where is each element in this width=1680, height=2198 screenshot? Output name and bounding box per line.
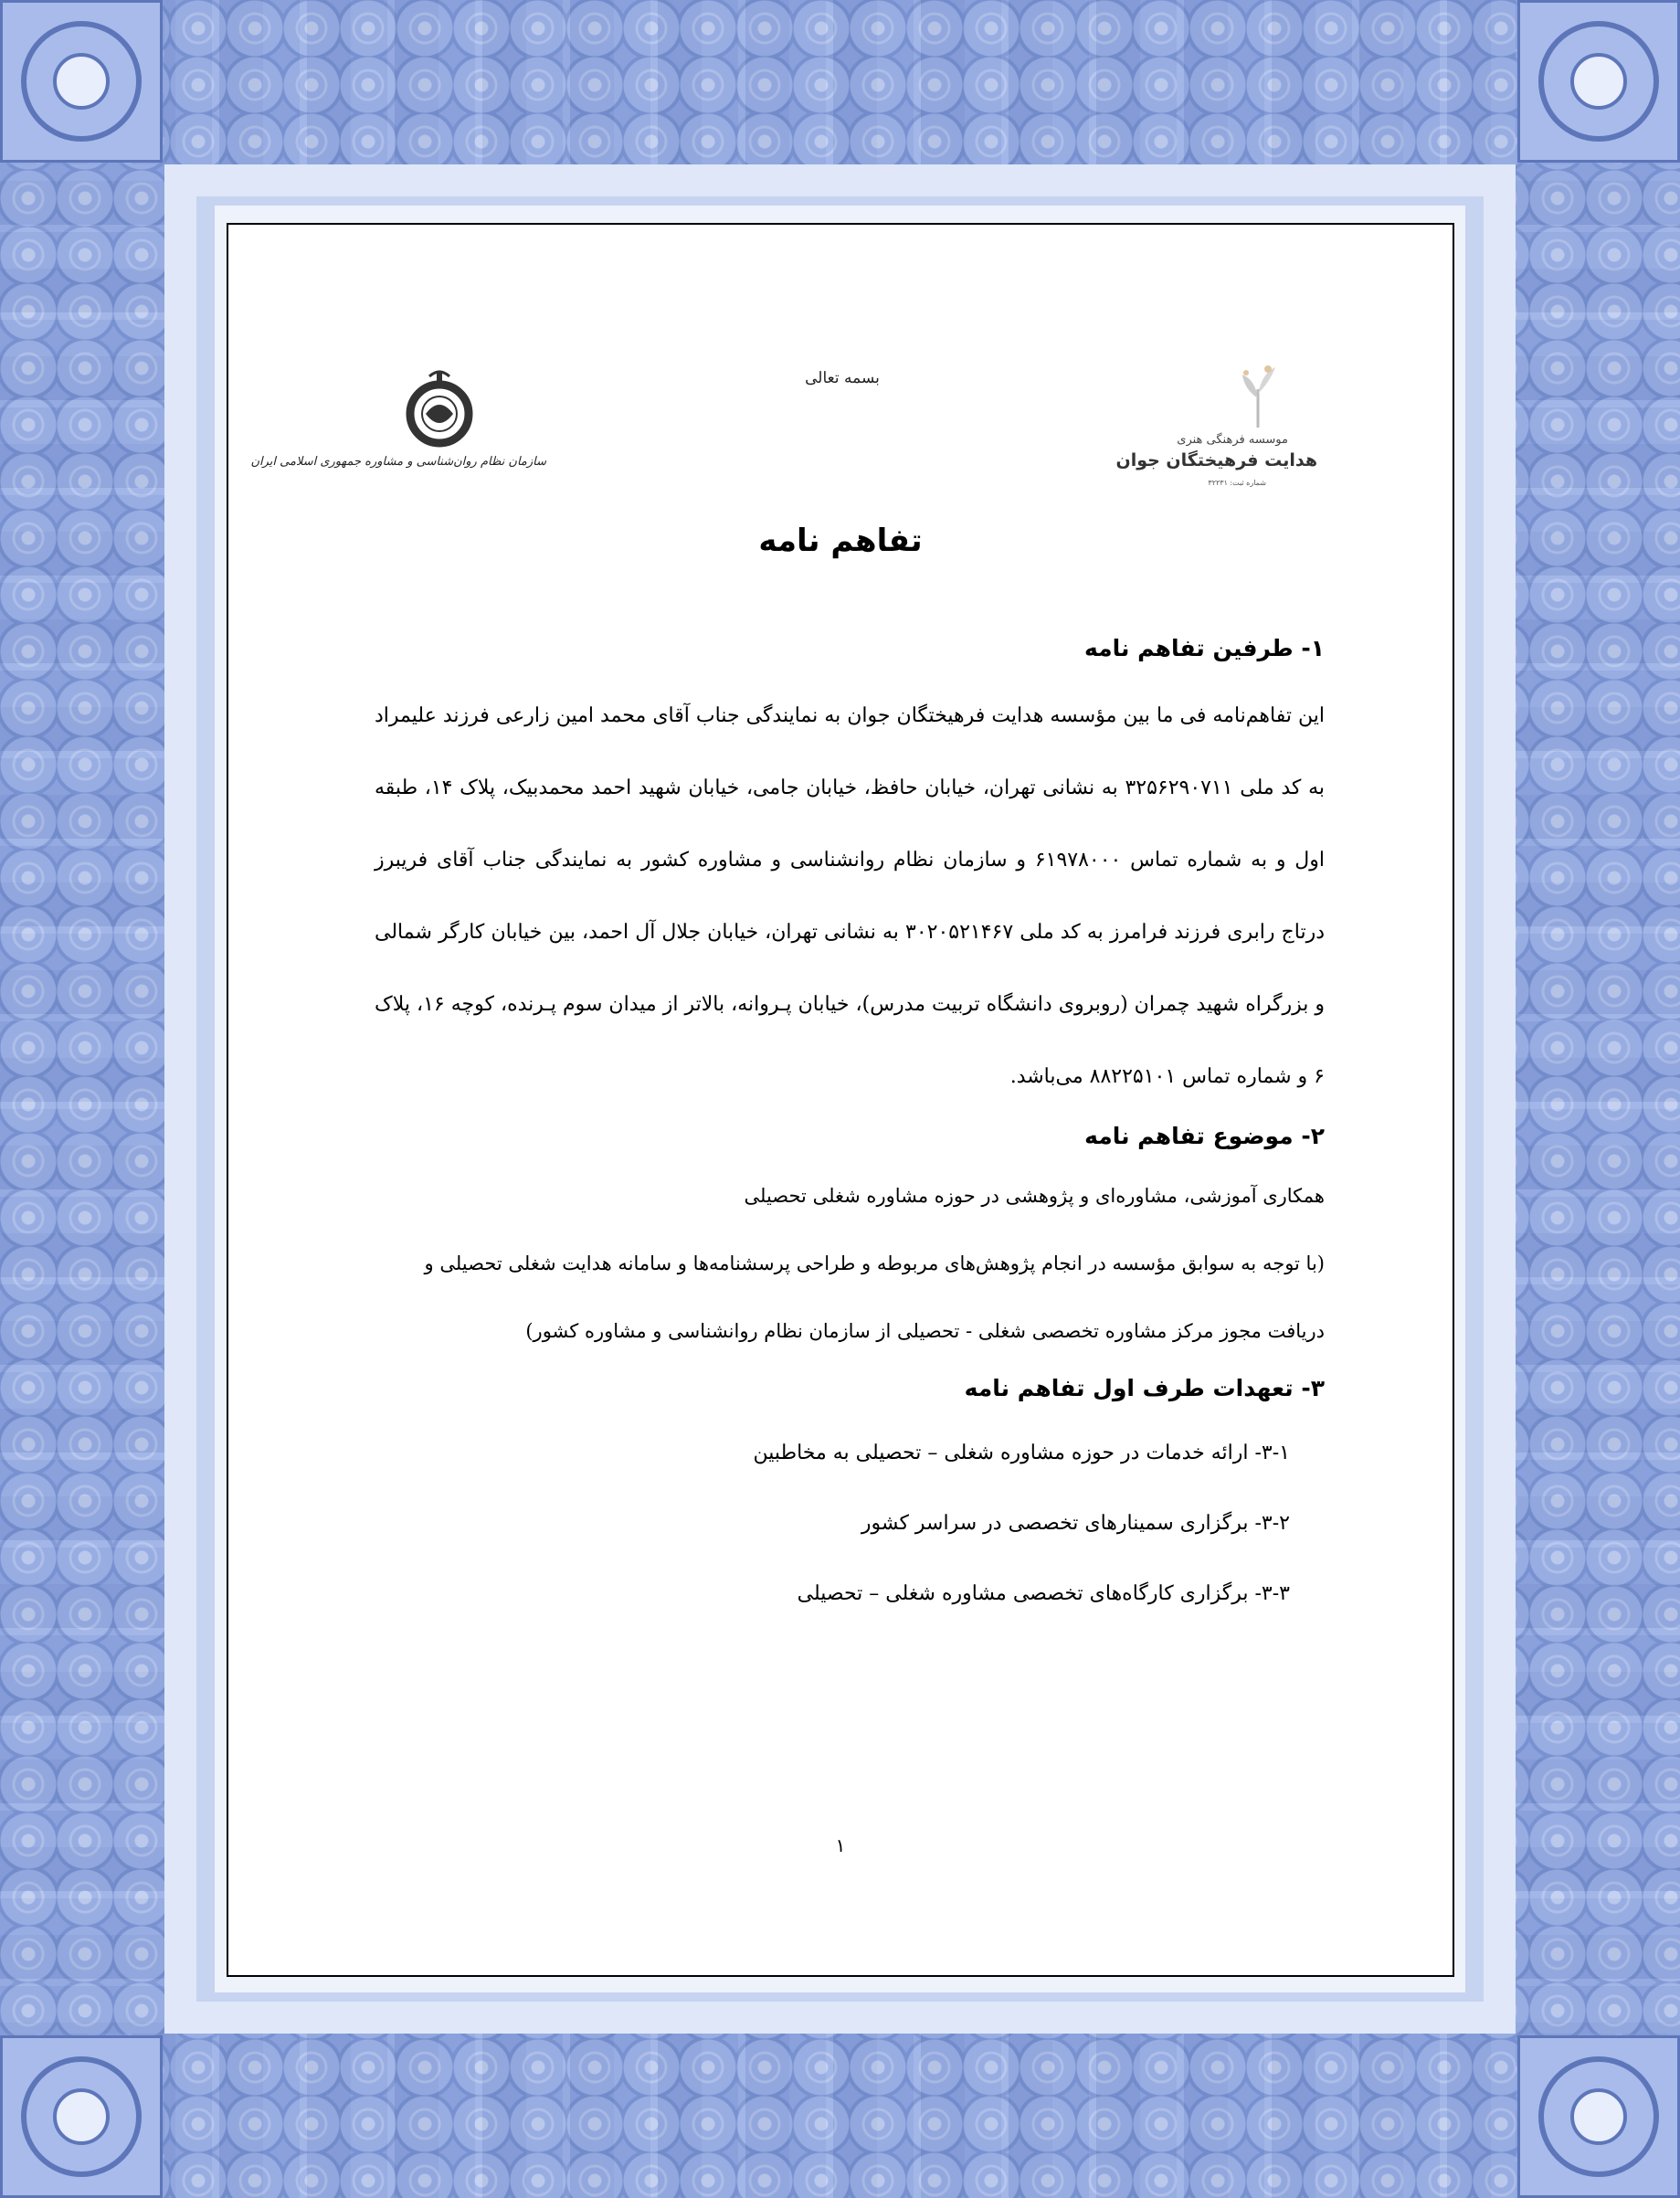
section-2-heading: ۲- موضوع تفاهم نامه (1084, 1123, 1325, 1149)
list-item: ۳-۲- برگزاری سمینارهای تخصصی در سراسر کشور (861, 1512, 1290, 1535)
corner-ornament-bottom-right (1517, 2035, 1680, 2198)
emblem-icon (389, 364, 490, 455)
document-page (227, 223, 1454, 1977)
list-item: ۳-۳- برگزاری کارگاه‌های تخصصی مشاوره شغلی – تحصیلی (797, 1582, 1290, 1605)
section-1-body: این تفاهم‌نامه فی ما بین مؤسسه هدایت فرهیختگان جوان به نمایندگی جناب آقای محمد امین زارعی فرزند علیمراد به کد ملی ۳۲۵۶۲۹۰۷۱۱ به نشانی تهران، خیابان حافظ، خیابان جامی، خیابان شهید احمد محمدبیک، پلاک ۱۴، طبقه اول و به شماره تماس ۶۱۹۷۸۰۰۰ و سازمان نظام روانشناسی و مشاوره کشور به نمایندگی جناب آقای فریبرز درتاج رابری فرزند فرامرز به کد ملی ۳۰۲۰۵۲۱۴۶۷ به نشانی تهران، خیابان جلال آل احمد، بین خیابان کارگر شمالی و بزرگراه شهید چمران (روبروی دانشگاه تربیت مدرس)، خیابان پـروانه، بالاتر از میدان سوم پـرنده، کوچه ۱۶، پلاک ۶ و شماره تماس ۸۸۲۲۵۱۰۱ می‌باشد. (375, 704, 1326, 1088)
psychology-organization-logo (250, 364, 546, 491)
hedayat-institute-logo (1115, 362, 1343, 499)
section-3-list (375, 1418, 1325, 1629)
section-1-heading: ۱- طرفین تفاهم نامه (1083, 635, 1325, 661)
section-2-line-1: همکاری آموزشی، مشاوره‌ای و پژوهشی در حوزه مشاوره شغلی تحصیلی (744, 1185, 1325, 1207)
page-number: ۱ (835, 1834, 846, 1856)
sprout-icon (1235, 362, 1281, 430)
bismillah-text: بسمه تعالی (805, 369, 880, 387)
section-3-heading: ۳- تعهدات طرف اول تفاهم نامه (964, 1375, 1325, 1401)
corner-ornament-top-right (1517, 0, 1680, 163)
section-2-line-2: (با توجه به سوابق مؤسسه در انجام پژوهش‌های مربوطه و طراحی پرسشنامه‌ها و سامانه هدایت شغلی تحصیلی و دریافت مجوز مرکز مشاوره تخصصی شغلی - تحصیلی از سازمان نظام روانشناسی و مشاوره کشور) (424, 1252, 1325, 1342)
left-logo-caption: سازمان نظام روان‌شناسی و مشاوره جمهوری اسلامی ایران (250, 455, 546, 469)
corner-ornament-top-left (0, 0, 163, 163)
right-logo-registration: شماره ثبت: ۳۲۲۳۱ (1208, 479, 1266, 487)
border-band-left (0, 0, 164, 2198)
border-band-bottom (0, 2034, 1680, 2198)
list-item: ۳-۱- ارائه خدمات در حوزه مشاوره شغلی – تحصیلی به مخاطبین (753, 1442, 1290, 1464)
letterhead (228, 225, 1453, 517)
right-logo-subtitle: موسسه فرهنگی هنری (1177, 433, 1288, 447)
corner-ornament-bottom-left (0, 2035, 163, 2198)
document-body (375, 629, 1325, 1629)
right-logo-name: هدایت فرهیختگان جوان (1115, 450, 1317, 470)
border-band-right (1516, 0, 1680, 2198)
border-band-top (0, 0, 1680, 164)
document-title: تفاهم نامه (758, 523, 923, 559)
